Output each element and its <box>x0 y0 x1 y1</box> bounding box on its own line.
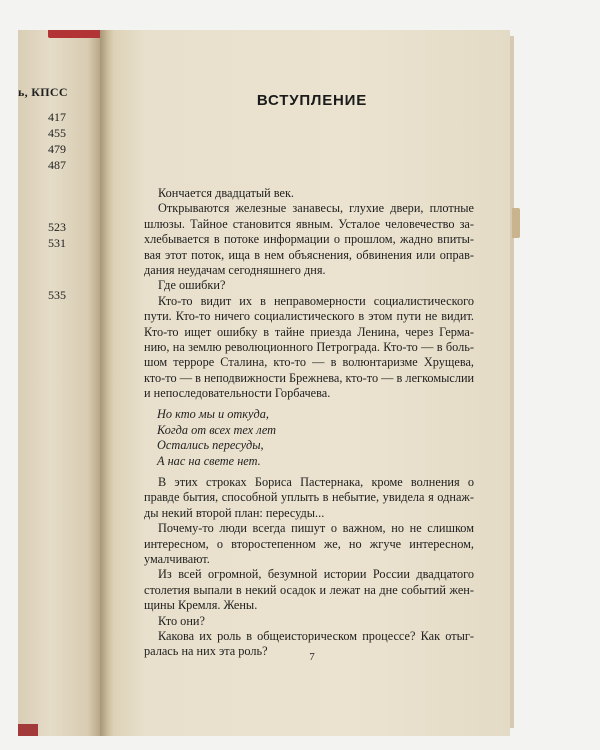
body-text <box>144 186 474 660</box>
chapter-title: ВСТУПЛЕНИЕ <box>256 92 368 109</box>
left-page-number: 417 <box>48 110 66 124</box>
left-page-title-fragment: ь, КПСС <box>18 85 68 99</box>
text-line: Кто они? <box>158 613 205 628</box>
left-page-number: 531 <box>48 236 66 250</box>
poem-line: Но кто мы и откуда, <box>157 407 269 422</box>
text-line: нию, на землю революционного Петрограда. Кто-то — в боль- <box>144 339 474 354</box>
text-line: ды некий второй план: пересуды... <box>144 505 325 520</box>
text-line: шлюзы. Тайное становится явным. Усталое человечество за- <box>144 216 474 231</box>
poem-line: А нас на свете нет. <box>157 453 261 468</box>
text-line: щины Кремля. Жены. <box>144 598 258 613</box>
text-line: вая этот поток, ища в нем объяснения, обвинения или оправ- <box>144 247 474 262</box>
text-line: Где ошибки? <box>158 278 226 293</box>
text-line: пути. Кто-то ничего социалистического в этом пути не видит. <box>144 309 474 324</box>
text-line: Из всей огромной, безумной истории России двадцатого <box>158 567 474 582</box>
text-line: Какова их роль в общеисторическом процессе? Как отыг- <box>158 628 474 643</box>
left-page-number: 479 <box>48 142 66 156</box>
text-line: Кто-то ищет ошибку в тайне приезда Ленина, через Герма- <box>144 324 474 339</box>
left-page <box>18 30 100 736</box>
right-page <box>114 30 510 736</box>
page-edge <box>510 36 514 728</box>
text-line: шом терроре Сталина, кто-то — в волюнтаризме Хрущева, <box>144 355 474 370</box>
text-line: кто-то — в неподвижности Брежнева, кто-то — в легкомыслии <box>144 370 475 385</box>
text-line: Почему-то люди всегда пишут о важном, но не слишком <box>158 521 474 536</box>
text-line: Открываются железные занавесы, глухие двери, плотные <box>158 201 474 216</box>
text-line: правде бытия, способной уплыть в небытие, увидела я однаж- <box>144 490 474 505</box>
text-line: умалчивают. <box>144 551 210 566</box>
left-page-number: 523 <box>48 220 66 234</box>
red-cover-edge-bottom <box>18 724 38 736</box>
left-page-number: 535 <box>48 288 66 302</box>
text-line: Кто-то видит их в неправомерности социалистического <box>158 293 474 308</box>
text-line: интересном, о второстепенном же, но жгуче интересном, <box>144 536 474 551</box>
text-line: дания неудачам сегодняшнего дня. <box>144 262 326 277</box>
text-line: столетия выпали в некий осадок и лежат на дне событий жен- <box>144 582 474 597</box>
text-line: ралась на них эта роль? <box>144 644 268 659</box>
text-line: В этих строках Бориса Пастернака, кроме волнения о <box>158 475 474 490</box>
text-line: и непоследовательности Горбачева. <box>144 386 331 401</box>
text-line: хлебывается в потоке информации о прошлом, жадно впиты- <box>144 232 474 247</box>
book-spine-gutter <box>100 30 114 736</box>
left-page-number: 487 <box>48 158 66 172</box>
bookmark-tab <box>512 208 520 238</box>
text-line: Кончается двадцатый век. <box>158 186 294 200</box>
poem-line: Когда от всех тех лет <box>157 422 277 437</box>
page-number: 7 <box>309 651 315 663</box>
poem-line: Остались пересуды, <box>157 438 264 453</box>
left-page-number: 455 <box>48 126 66 140</box>
red-cover-edge <box>48 30 108 38</box>
open-book <box>18 30 510 736</box>
